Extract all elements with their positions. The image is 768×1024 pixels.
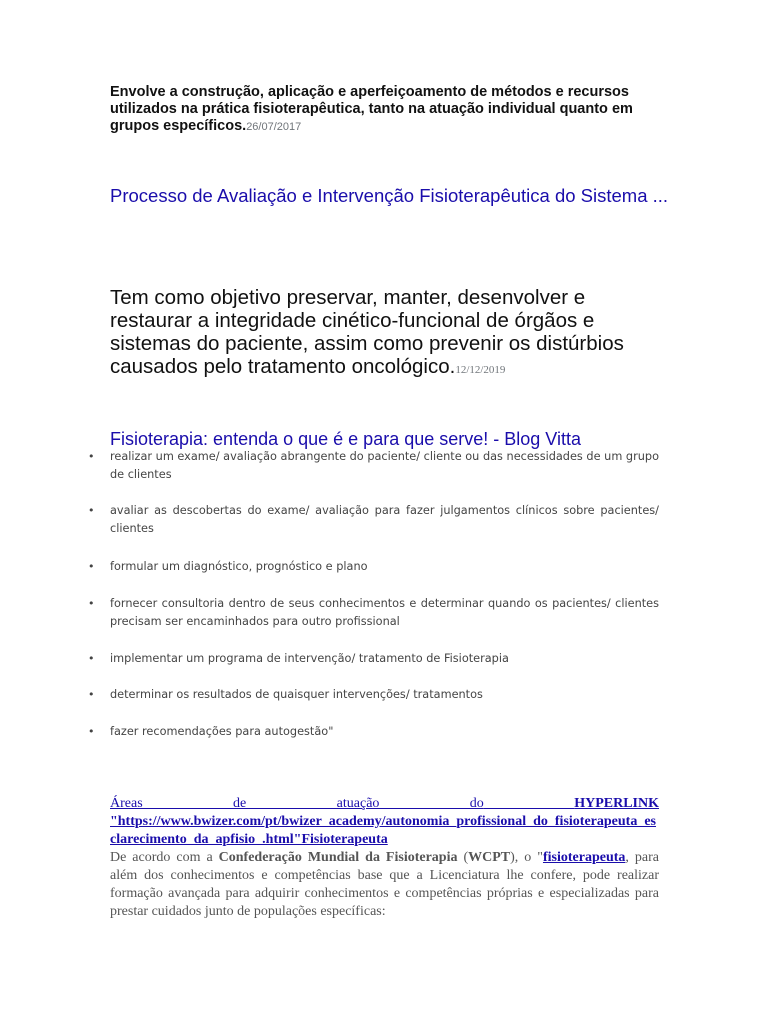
- intro-text: Envolve a construção, aplicação e aperfeiçoamento de métodos e recursos utilizados na prática fisioterapêutica, tanto na atuação individual quanto em grupos específicos.: [110, 84, 633, 134]
- hyperlink-label: HYPERLINK: [574, 796, 660, 811]
- areas-paragraph: [110, 849, 659, 921]
- paragraph-text: , para além dos conhecimentos e competências base que a Licenciatura lhe confere, pode realizar formação avançada para adquirir conhecimentos e competências próprias e especializadas para prestar cuidados junto de populações específicas:: [110, 850, 659, 919]
- bullet-icon: •: [88, 560, 95, 573]
- list-item: [88, 448, 659, 484]
- summary-date: 12/12/2019: [455, 364, 506, 376]
- bullet-icon: •: [88, 504, 95, 517]
- paragraph-text: De acordo com a: [110, 850, 219, 865]
- list-item: [88, 723, 659, 741]
- list-item: [88, 686, 659, 704]
- list-item-text: fornecer consultoria dentro de seus conhecimentos e determinar quando os pacientes/ clientes precisam ser encaminhados para outro profissional: [110, 597, 659, 628]
- areas-heading-link[interactable]: [110, 795, 659, 813]
- bullet-icon: •: [88, 725, 95, 738]
- areas-heading-text: Áreas de atuação do: [110, 796, 484, 811]
- fisioterapeuta-link[interactable]: fisioterapeuta: [542, 850, 626, 865]
- areas-section: [110, 795, 659, 921]
- result-link-avaliacao[interactable]: Processo de Avaliação e Intervenção Fisioterapêutica do Sistema ...: [110, 185, 669, 206]
- bullet-icon: •: [88, 688, 95, 701]
- intro-snippet: [110, 84, 670, 136]
- list-item: [88, 650, 659, 668]
- list-item-text: implementar um programa de intervenção/ tratamento de Fisioterapia: [110, 652, 509, 665]
- bullet-icon: •: [88, 450, 95, 463]
- org-name: Confederação Mundial da Fisioterapia: [218, 850, 458, 865]
- list-item-text: determinar os resultados de quaisquer intervenções/ tratamentos: [110, 688, 483, 701]
- summary-text: Tem como objetivo preservar, manter, desenvolver e restaurar a integridade cinético-funcional de órgãos e sistemas do paciente, assim como prevenir os distúrbios causados pelo tratamento oncológico.: [110, 286, 624, 378]
- paragraph-text: (: [457, 850, 469, 865]
- list-item: [88, 595, 659, 631]
- list-item: [88, 558, 659, 576]
- summary-snippet: [110, 286, 670, 382]
- list-item-text: avaliar as descobertas do exame/ avaliação para fazer julgamentos clínicos sobre pacientes/ clientes: [110, 504, 659, 535]
- list-item-text: formular um diagnóstico, prognóstico e plano: [110, 560, 368, 573]
- intro-date: 26/07/2017: [246, 121, 302, 133]
- bullet-icon: •: [88, 597, 95, 610]
- list-item: [88, 502, 659, 538]
- list-item-text: realizar um exame/ avaliação abrangente do paciente/ cliente ou das necessidades de um grupo de clientes: [110, 450, 659, 481]
- bullet-icon: •: [88, 652, 95, 665]
- paragraph-text: ), o ": [510, 850, 543, 865]
- result-link-blog-vitta[interactable]: Fisioterapia: entenda o que é e para que serve! - Blog Vitta: [110, 429, 581, 449]
- org-abbr: WCPT: [468, 850, 511, 865]
- bwizer-url-link[interactable]: "https://www.bwizer.com/pt/bwizer_academy/autonomia_profissional_do_fisioterapeuta_esclarecimento_da_apfisio_.html"Fisioterapeuta: [110, 814, 656, 847]
- list-item-text: fazer recomendações para autogestão": [110, 725, 334, 738]
